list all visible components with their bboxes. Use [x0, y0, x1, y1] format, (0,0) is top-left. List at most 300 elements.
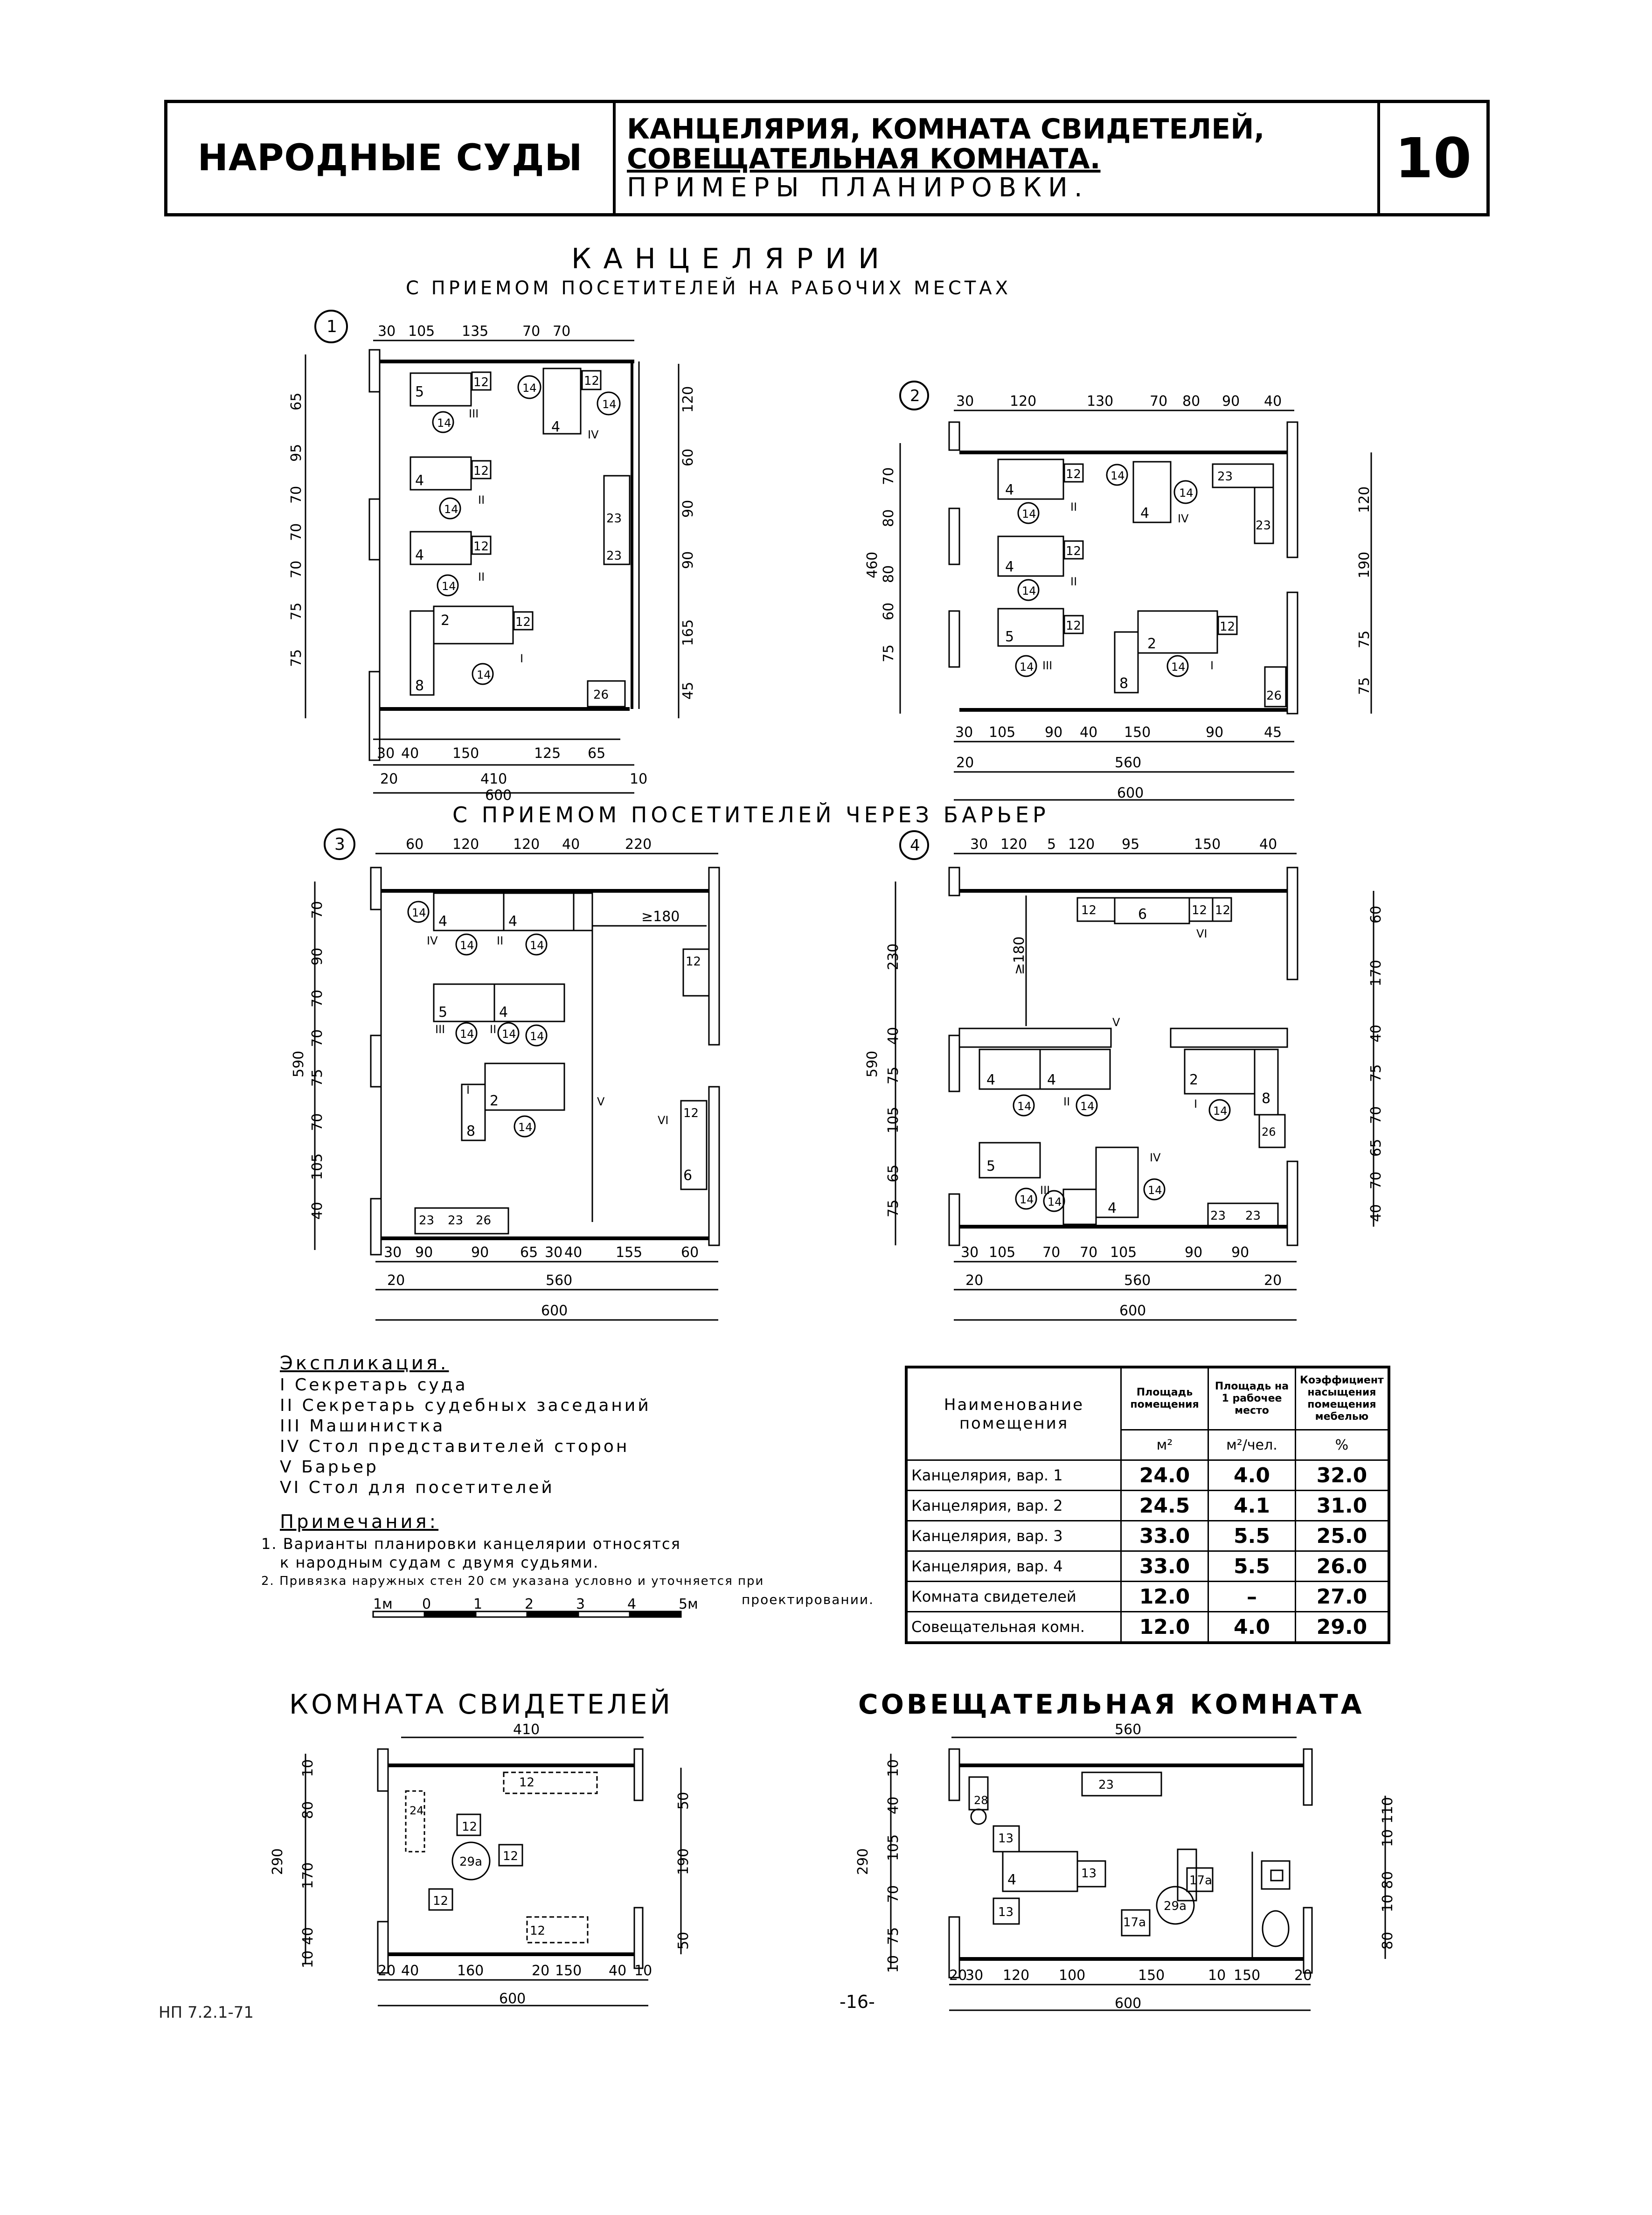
- svg-text:600: 600: [499, 1991, 526, 2007]
- svg-text:30: 30: [970, 836, 988, 853]
- svg-text:12: 12: [584, 374, 600, 388]
- svg-text:10: 10: [630, 771, 648, 787]
- svg-text:17a: 17a: [1189, 1874, 1213, 1888]
- svg-text:170: 170: [300, 1862, 316, 1889]
- svg-text:II: II: [1070, 575, 1077, 588]
- notes-list: [261, 1535, 764, 1590]
- section-subtitle-1: С ПРИЕМОМ ПОСЕТИТЕЛЕЙ НА РАБОЧИХ МЕСТАХ: [406, 278, 1012, 299]
- svg-text:II: II: [490, 1023, 497, 1036]
- svg-text:90: 90: [1206, 724, 1224, 741]
- svg-text:560: 560: [1115, 755, 1142, 771]
- svg-text:150: 150: [555, 1963, 582, 1979]
- svg-text:14: 14: [1017, 1100, 1032, 1113]
- svg-text:14: 14: [1020, 660, 1034, 674]
- svg-text:80: 80: [881, 509, 897, 527]
- unit-cell: м²/чел.: [1208, 1430, 1296, 1460]
- svg-text:II: II: [478, 570, 485, 583]
- sheet-title: [616, 103, 1380, 213]
- svg-text:14: 14: [412, 906, 426, 919]
- svg-text:IV: IV: [588, 428, 599, 441]
- svg-text:20: 20: [387, 1272, 405, 1289]
- svg-text:80: 80: [881, 565, 897, 583]
- scale-label: 5м: [679, 1596, 698, 1612]
- svg-text:4: 4: [1108, 1200, 1117, 1216]
- svg-text:45: 45: [680, 681, 696, 700]
- svg-text:12: 12: [1081, 903, 1097, 917]
- table-row: [906, 1491, 1389, 1521]
- svg-text:12: 12: [473, 464, 489, 478]
- svg-text:60: 60: [1368, 905, 1384, 923]
- svg-text:12: 12: [519, 1776, 535, 1790]
- svg-text:5: 5: [438, 1004, 448, 1021]
- svg-text:30: 30: [377, 745, 395, 762]
- svg-text:75: 75: [885, 1199, 902, 1217]
- svg-text:12: 12: [1220, 620, 1236, 634]
- svg-text:40: 40: [401, 745, 419, 762]
- table-cell: Канцелярия, вар. 1: [906, 1460, 1121, 1491]
- svg-text:4: 4: [508, 913, 518, 930]
- svg-text:20: 20: [1264, 1272, 1282, 1289]
- svg-text:125: 125: [534, 745, 561, 762]
- svg-text:10: 10: [1380, 1829, 1396, 1847]
- svg-text:60: 60: [681, 1244, 699, 1261]
- scale-label: 1м: [373, 1596, 393, 1612]
- svg-text:4: 4: [438, 913, 448, 930]
- svg-text:75: 75: [1356, 677, 1373, 695]
- svg-text:V: V: [1112, 1016, 1120, 1029]
- svg-text:23: 23: [1210, 1209, 1226, 1223]
- svg-text:40: 40: [1264, 393, 1282, 410]
- svg-text:12: 12: [683, 1106, 699, 1120]
- svg-text:1: 1: [326, 317, 337, 336]
- sheet-title-line1: КАНЦЕЛЯРИЯ, КОМНАТА СВИДЕТЕЛЕЙ,: [627, 113, 1265, 146]
- area-table: [905, 1366, 1390, 1644]
- svg-text:75: 75: [885, 1066, 902, 1084]
- svg-text:90: 90: [1045, 724, 1063, 741]
- series-title: НАРОДНЫЕ СУДЫ: [167, 103, 616, 213]
- witness-room-title: КОМНАТА СВИДЕТЕЛЕЙ: [289, 1688, 673, 1720]
- svg-text:75: 75: [309, 1069, 326, 1087]
- svg-text:600: 600: [1119, 1303, 1146, 1319]
- svg-text:20: 20: [532, 1963, 550, 1979]
- svg-text:12: 12: [686, 955, 701, 969]
- svg-text:560: 560: [1124, 1272, 1151, 1289]
- sheet-title-line3: ПРИМЕРЫ ПЛАНИРОВКИ.: [627, 173, 1089, 203]
- explication-item: II Секретарь судебных заседаний: [280, 1396, 651, 1415]
- svg-text:12: 12: [515, 615, 531, 629]
- svg-text:600: 600: [1117, 785, 1144, 801]
- svg-text:75: 75: [881, 644, 897, 662]
- explication-title: Экспликация.: [280, 1353, 449, 1374]
- table-cell: 4.0: [1208, 1460, 1296, 1491]
- svg-text:24: 24: [410, 1804, 424, 1817]
- svg-text:70: 70: [309, 1113, 326, 1131]
- svg-text:12: 12: [1066, 619, 1082, 633]
- svg-text:65: 65: [1368, 1139, 1384, 1157]
- plan-1: [261, 299, 728, 802]
- svg-text:VI: VI: [1196, 927, 1208, 940]
- svg-text:220: 220: [625, 836, 652, 853]
- svg-text:70: 70: [288, 523, 305, 541]
- svg-text:14: 14: [437, 417, 451, 430]
- explication-item: V Барьер: [280, 1458, 379, 1477]
- svg-text:II: II: [1070, 500, 1077, 514]
- note-item: 2. Привязка наружных стен 20 см указана условно и уточняется при: [261, 1574, 764, 1588]
- table-header-row: [906, 1367, 1389, 1430]
- svg-text:14: 14: [1020, 1193, 1034, 1206]
- section-title: КАНЦЕЛЯРИИ: [571, 243, 892, 275]
- table-row: [906, 1612, 1389, 1643]
- scale-label: 3: [576, 1596, 585, 1612]
- svg-text:I: I: [466, 1083, 470, 1097]
- svg-text:40: 40: [401, 1963, 419, 1979]
- svg-text:10: 10: [1380, 1894, 1396, 1912]
- note-item: проектировании.: [742, 1592, 875, 1607]
- svg-text:65: 65: [288, 392, 305, 410]
- svg-text:8: 8: [1119, 675, 1129, 692]
- svg-text:III: III: [1042, 659, 1053, 672]
- svg-text:II: II: [1063, 1095, 1070, 1108]
- svg-text:70: 70: [553, 323, 571, 340]
- svg-text:4: 4: [551, 419, 561, 435]
- witness-room-plan: [261, 1721, 728, 2024]
- svg-text:10: 10: [885, 1955, 902, 1973]
- svg-text:10: 10: [300, 1950, 316, 1968]
- svg-text:75: 75: [288, 649, 305, 667]
- table-cell: Канцелярия, вар. 2: [906, 1491, 1121, 1521]
- table-row: [906, 1521, 1389, 1551]
- table-cell: 29.0: [1296, 1612, 1389, 1643]
- svg-text:20: 20: [378, 1963, 396, 1979]
- svg-text:190: 190: [1356, 551, 1373, 578]
- svg-text:75: 75: [288, 602, 305, 620]
- svg-text:10: 10: [300, 1759, 316, 1777]
- svg-text:50: 50: [675, 1791, 692, 1810]
- svg-text:26: 26: [476, 1214, 492, 1228]
- svg-text:70: 70: [288, 560, 305, 578]
- svg-text:III: III: [1040, 1184, 1050, 1197]
- svg-text:80: 80: [1182, 393, 1201, 410]
- svg-text:20: 20: [380, 771, 398, 787]
- svg-text:105: 105: [989, 1244, 1016, 1261]
- svg-text:14: 14: [1048, 1195, 1062, 1208]
- svg-text:290: 290: [270, 1848, 286, 1875]
- svg-text:90: 90: [471, 1244, 489, 1261]
- svg-text:600: 600: [541, 1303, 568, 1319]
- table-header: Площадь помещения: [1121, 1367, 1208, 1430]
- svg-text:12: 12: [462, 1820, 478, 1834]
- svg-text:80: 80: [1380, 1871, 1396, 1889]
- svg-text:90: 90: [680, 500, 696, 518]
- svg-text:75: 75: [885, 1927, 902, 1945]
- table-cell: 12.0: [1121, 1582, 1208, 1612]
- svg-text:12: 12: [473, 540, 489, 554]
- table-cell: 27.0: [1296, 1582, 1389, 1612]
- svg-text:14: 14: [1022, 584, 1036, 597]
- svg-text:120: 120: [1068, 836, 1095, 853]
- svg-text:20: 20: [1294, 1967, 1312, 1984]
- svg-text:4: 4: [986, 1072, 996, 1088]
- svg-text:20: 20: [956, 755, 974, 771]
- document-code: НП 7.2.1-71: [159, 2003, 254, 2022]
- svg-text:23: 23: [1245, 1209, 1261, 1223]
- svg-text:100: 100: [1059, 1967, 1086, 1984]
- svg-text:60: 60: [881, 602, 897, 620]
- svg-text:14: 14: [1171, 660, 1186, 674]
- svg-text:13: 13: [1081, 1867, 1097, 1881]
- svg-text:30: 30: [961, 1244, 979, 1261]
- svg-text:135: 135: [462, 323, 489, 340]
- svg-text:12: 12: [1066, 467, 1082, 481]
- svg-text:14: 14: [1080, 1100, 1095, 1113]
- svg-text:6: 6: [1138, 906, 1147, 923]
- svg-text:4: 4: [415, 472, 424, 489]
- table-cell: 33.0: [1121, 1551, 1208, 1582]
- svg-text:8: 8: [415, 678, 424, 694]
- svg-text:30: 30: [545, 1244, 563, 1261]
- svg-text:40: 40: [300, 1927, 316, 1945]
- svg-text:30: 30: [965, 1967, 984, 1984]
- table-row: [906, 1582, 1389, 1612]
- svg-text:290: 290: [855, 1848, 871, 1875]
- svg-text:70: 70: [881, 467, 897, 485]
- svg-text:14: 14: [1111, 469, 1125, 482]
- svg-text:4: 4: [1005, 559, 1014, 575]
- svg-text:2: 2: [910, 387, 920, 405]
- svg-text:23: 23: [448, 1214, 464, 1228]
- svg-text:105: 105: [1110, 1244, 1137, 1261]
- svg-text:120: 120: [1000, 836, 1027, 853]
- table-cell: Комната свидетелей: [906, 1582, 1121, 1612]
- svg-text:150: 150: [1194, 836, 1221, 853]
- svg-text:12: 12: [1192, 903, 1208, 917]
- svg-text:II: II: [497, 934, 504, 947]
- svg-text:I: I: [1210, 659, 1214, 672]
- svg-text:40: 40: [309, 1201, 326, 1220]
- table-cell: 26.0: [1296, 1551, 1389, 1582]
- plan-3: [271, 826, 737, 1353]
- svg-text:14: 14: [522, 382, 537, 395]
- svg-text:23: 23: [606, 549, 622, 563]
- svg-text:VI: VI: [658, 1114, 669, 1127]
- scale-label: 1: [473, 1596, 483, 1612]
- svg-text:560: 560: [1115, 1722, 1142, 1738]
- svg-text:90: 90: [309, 947, 326, 965]
- explication-item: I Секретарь суда: [280, 1375, 468, 1395]
- svg-text:4: 4: [499, 1004, 508, 1021]
- svg-text:V: V: [597, 1095, 605, 1108]
- svg-text:8: 8: [466, 1123, 476, 1139]
- svg-text:120: 120: [1003, 1967, 1030, 1984]
- table-cell: 4.0: [1208, 1612, 1296, 1643]
- svg-text:70: 70: [309, 1029, 326, 1047]
- svg-text:30: 30: [955, 724, 973, 741]
- svg-text:110: 110: [1380, 1797, 1396, 1824]
- svg-text:30: 30: [384, 1244, 402, 1261]
- svg-text:14: 14: [460, 1028, 474, 1041]
- svg-text:4: 4: [910, 836, 920, 855]
- svg-text:90: 90: [1231, 1244, 1249, 1261]
- svg-text:≥180: ≥180: [641, 909, 680, 925]
- svg-text:65: 65: [588, 745, 606, 762]
- svg-text:230: 230: [885, 943, 902, 970]
- svg-text:120: 120: [1356, 486, 1373, 513]
- svg-text:50: 50: [675, 1931, 692, 1950]
- unit-cell: м²: [1121, 1430, 1208, 1460]
- svg-text:590: 590: [864, 1050, 881, 1077]
- svg-text:4: 4: [1140, 505, 1150, 521]
- svg-text:14: 14: [1148, 1184, 1162, 1197]
- svg-text:40: 40: [1368, 1204, 1384, 1222]
- table-header: Коэффициент насыщения помещения мебелью: [1296, 1367, 1389, 1430]
- svg-text:105: 105: [989, 724, 1016, 741]
- svg-text:14: 14: [1179, 486, 1194, 500]
- svg-text:10: 10: [885, 1759, 902, 1777]
- svg-text:14: 14: [460, 939, 474, 952]
- svg-text:120: 120: [1010, 393, 1037, 410]
- unit-cell: %: [1296, 1430, 1389, 1460]
- svg-text:12: 12: [530, 1924, 546, 1938]
- svg-text:460: 460: [864, 551, 881, 578]
- svg-text:170: 170: [1368, 959, 1384, 986]
- svg-text:23: 23: [1098, 1778, 1114, 1792]
- svg-text:40: 40: [564, 1244, 583, 1261]
- svg-text:165: 165: [680, 619, 696, 646]
- table-cell: 32.0: [1296, 1460, 1389, 1491]
- svg-text:150: 150: [452, 745, 479, 762]
- svg-text:105: 105: [408, 323, 435, 340]
- svg-text:23: 23: [606, 512, 622, 526]
- svg-text:40: 40: [885, 1796, 902, 1814]
- table-row: [906, 1551, 1389, 1582]
- svg-text:23: 23: [419, 1214, 435, 1228]
- svg-text:IV: IV: [1178, 512, 1189, 525]
- svg-text:14: 14: [1213, 1104, 1228, 1118]
- svg-text:13: 13: [998, 1832, 1014, 1846]
- svg-text:2: 2: [441, 612, 450, 629]
- svg-text:6: 6: [683, 1167, 693, 1184]
- sheet-title-line2: СОВЕЩАТЕЛЬНАЯ КОМНАТА.: [627, 143, 1101, 175]
- table-header: Наименование помещения: [906, 1367, 1121, 1460]
- svg-text:2: 2: [1147, 636, 1157, 652]
- svg-text:150: 150: [1234, 1967, 1261, 1984]
- table-cell: 31.0: [1296, 1491, 1389, 1521]
- svg-text:60: 60: [406, 836, 424, 853]
- svg-text:40: 40: [1259, 836, 1277, 853]
- table-header: Площадь на 1 рабочее место: [1208, 1367, 1296, 1430]
- svg-text:70: 70: [1042, 1244, 1061, 1261]
- svg-text:14: 14: [602, 398, 617, 411]
- svg-text:20: 20: [949, 1967, 967, 1984]
- svg-text:70: 70: [288, 486, 305, 504]
- svg-text:I: I: [1194, 1097, 1198, 1111]
- svg-text:90: 90: [415, 1244, 433, 1261]
- svg-text:90: 90: [680, 551, 696, 569]
- svg-text:10: 10: [634, 1963, 652, 1979]
- svg-text:70: 70: [1368, 1171, 1384, 1189]
- svg-text:40: 40: [562, 836, 580, 853]
- table-cell: Канцелярия, вар. 4: [906, 1551, 1121, 1582]
- table-cell: 24.0: [1121, 1460, 1208, 1491]
- svg-text:I: I: [520, 652, 524, 665]
- svg-text:2: 2: [490, 1093, 499, 1109]
- svg-text:5: 5: [1047, 836, 1056, 853]
- svg-text:40: 40: [609, 1963, 627, 1979]
- scale-label: 0: [422, 1596, 431, 1612]
- explication-item: III Машинистка: [280, 1416, 445, 1436]
- svg-text:8: 8: [1262, 1090, 1271, 1107]
- table-cell: 12.0: [1121, 1612, 1208, 1643]
- table-cell: –: [1208, 1582, 1296, 1612]
- notes-title: Примечания:: [280, 1511, 439, 1533]
- svg-text:4: 4: [1005, 482, 1014, 498]
- witness-top-dim: 410: [513, 1722, 540, 1738]
- table-cell: Канцелярия, вар. 3: [906, 1521, 1121, 1551]
- table-cell: 4.1: [1208, 1491, 1296, 1521]
- council-room-title: СОВЕЩАТЕЛЬНАЯ КОМНАТА: [858, 1688, 1365, 1720]
- svg-text:14: 14: [442, 580, 456, 593]
- svg-text:4: 4: [1047, 1072, 1056, 1088]
- svg-text:12: 12: [1066, 544, 1082, 558]
- svg-text:4: 4: [1007, 1872, 1017, 1888]
- svg-text:75: 75: [1356, 630, 1373, 648]
- svg-text:70: 70: [1150, 393, 1168, 410]
- section-subtitle-2: С ПРИЕМОМ ПОСЕТИТЕЛЕЙ ЧЕРЕЗ БАРЬЕР: [452, 802, 1049, 827]
- table-cell: Совещательная комн.: [906, 1612, 1121, 1643]
- svg-text:≥180: ≥180: [1011, 936, 1027, 975]
- svg-text:70: 70: [522, 323, 541, 340]
- svg-text:10: 10: [1208, 1967, 1226, 1984]
- plan-2: [849, 378, 1399, 816]
- svg-text:23: 23: [1256, 519, 1271, 533]
- svg-text:29a: 29a: [459, 1855, 483, 1869]
- svg-text:120: 120: [452, 836, 479, 853]
- svg-text:30: 30: [956, 393, 974, 410]
- svg-text:130: 130: [1087, 393, 1114, 410]
- explication-item: IV Стол представителей сторон: [280, 1437, 630, 1456]
- explication-list: [280, 1375, 651, 1498]
- svg-text:90: 90: [1222, 393, 1240, 410]
- svg-text:28: 28: [974, 1794, 988, 1807]
- svg-text:IV: IV: [1150, 1151, 1161, 1164]
- svg-text:5: 5: [986, 1158, 996, 1174]
- svg-text:14: 14: [1022, 507, 1036, 521]
- svg-text:95: 95: [288, 444, 305, 462]
- svg-text:80: 80: [300, 1801, 316, 1819]
- svg-text:23: 23: [1217, 470, 1233, 484]
- sheet-number: 10: [1395, 126, 1472, 190]
- svg-text:12: 12: [1215, 903, 1231, 917]
- svg-text:75: 75: [1368, 1064, 1384, 1082]
- svg-text:14: 14: [518, 1121, 533, 1134]
- svg-text:95: 95: [1122, 836, 1140, 853]
- svg-text:20: 20: [965, 1272, 984, 1289]
- svg-text:14: 14: [502, 1028, 516, 1041]
- svg-text:40: 40: [885, 1027, 902, 1045]
- council-room-plan: [840, 1721, 1399, 2024]
- svg-text:120: 120: [513, 836, 540, 853]
- svg-text:5: 5: [415, 384, 424, 400]
- svg-text:12: 12: [503, 1849, 519, 1863]
- svg-text:14: 14: [444, 503, 458, 516]
- table-cell: 5.5: [1208, 1551, 1296, 1582]
- svg-text:5: 5: [1005, 629, 1014, 645]
- svg-text:70: 70: [885, 1885, 902, 1903]
- svg-text:30: 30: [378, 323, 396, 340]
- svg-text:70: 70: [309, 901, 326, 919]
- svg-text:60: 60: [680, 448, 696, 466]
- svg-text:III: III: [469, 407, 479, 420]
